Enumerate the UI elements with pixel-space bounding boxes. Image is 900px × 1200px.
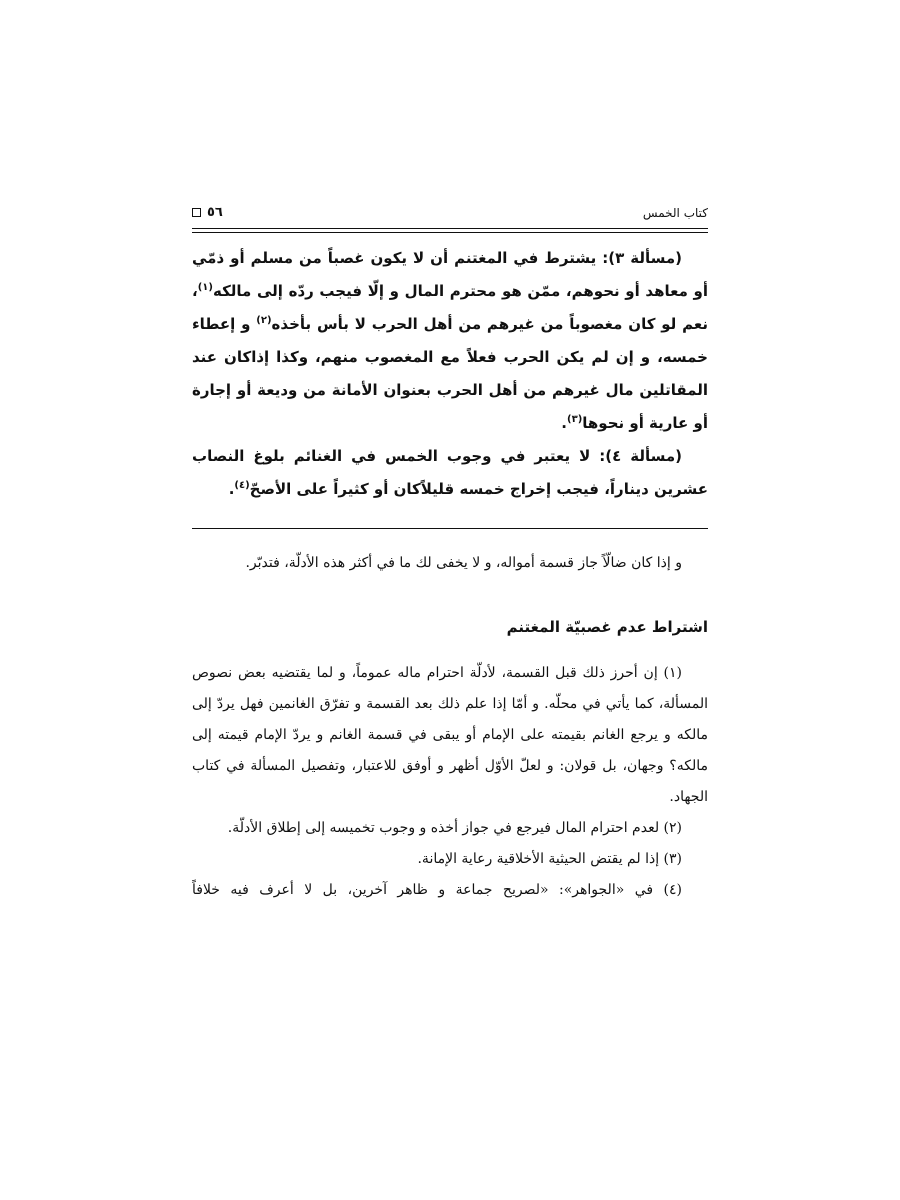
- footnote-continuation: و إذا كان ضالّاً جاز قسمة أمواله، و لا يخفى لك ما في أكثر هذه الأدلّة، فتدبّر.: [245, 555, 682, 571]
- issue-3-line-4: مع المغصوب منهم، وكذا إذاكان عند المقاتلين مال غيرهم من أهل الحرب بعنوان: [192, 348, 708, 399]
- issue-3-line-3b: و إعطاء خمسه، و إن لم يكن الحرب فعلاً: [192, 315, 708, 366]
- footnote-marker-4: (٤): [234, 480, 250, 491]
- issue-3-line-5b: .: [561, 414, 567, 432]
- book-title: كتاب الخمس: [642, 206, 708, 220]
- issue-3-paragraph: [192, 242, 708, 440]
- footnote-marker-1: (١): [197, 282, 213, 293]
- footnote-3: (٣) إذا لم يقتض الحيثية الأخلاقية رعاية الإمانة.: [417, 851, 682, 867]
- footnote-4: (٤) في «الجواهر»: «لصريح جماعة و ظاهر آخرين، بل لا أعرف فيه خلافاً: [192, 882, 682, 898]
- issue-3-line-1: (مسألة ٣): يشترط في المغتنم أن لا يكون غصباً من مسلم أو ذمّي أو معاهد أو: [192, 249, 708, 300]
- footnote-separator: [192, 528, 708, 529]
- page-number: ٥٦: [207, 205, 223, 220]
- footnote-2: (٢) لعدم احترام المال فيرجع في جواز أخذه و وجوب تخميسه إلى إطلاق الأدلّة.: [227, 820, 682, 836]
- issue-4-paragraph: [192, 440, 708, 506]
- footnote-marker-3: (٣): [567, 414, 583, 425]
- footnote-1: (١) إن أحرز ذلك قبل القسمة، لأدلّة احترام ماله عموماً، و لما يقتضيه بعض نصوص المسألة، كما يأتي في محلّه. و أمّا إذا علم ذلك بعد القسمة و تفرّق الغانمين فهل يردّ إلى مالكه و يرجع الغانم بقيمته على الإمام أو يبقى في قسمة الغانم و يردّ الإمام قيمته إلى مالكه؟ وجهان، بل قولان: و لعلّ الأوّل أظهر و أوفق للاعتبار، وتفصيل المسألة في كتاب الجهاد.: [192, 665, 708, 805]
- book-page: [192, 0, 708, 1200]
- page-number-group: [192, 205, 223, 220]
- section-title: اشتراط عدم غصبيّة المغتنم: [506, 618, 708, 636]
- issue-3-line-2b: ، نعم لو كان مغصوباً من: [192, 282, 708, 333]
- running-header: [192, 200, 708, 226]
- footnotes: [192, 658, 708, 906]
- issue-3-line-5a: الأمانة من وديعة أو إجارة أو عارية أو نحوها: [192, 381, 708, 432]
- issue-4-line-2b: .: [228, 480, 235, 498]
- header-rule-thin: [192, 232, 708, 233]
- header-rule-thick: [192, 228, 708, 229]
- issue-3-line-3a: غيرهم من أهل الحرب لا بأس بأخذه: [271, 315, 535, 333]
- footnote-marker-2: (٢): [256, 315, 272, 326]
- main-text: [192, 242, 708, 506]
- issue-4-line-2a: ديناراً، فيجب إخراج خمسه قليلاًكان أو كثيراً على الأصحّ: [249, 480, 649, 498]
- issue-3-line-2a: نحوهم، ممّن هو محترم المال و إلّا فيجب ردّه إلى مالكه: [212, 282, 620, 300]
- issue-4-line-1: (مسألة ٤): لا يعتبر في وجوب الخمس في الغنائم بلوغ النصاب عشرين: [192, 447, 708, 498]
- square-icon: [192, 208, 201, 217]
